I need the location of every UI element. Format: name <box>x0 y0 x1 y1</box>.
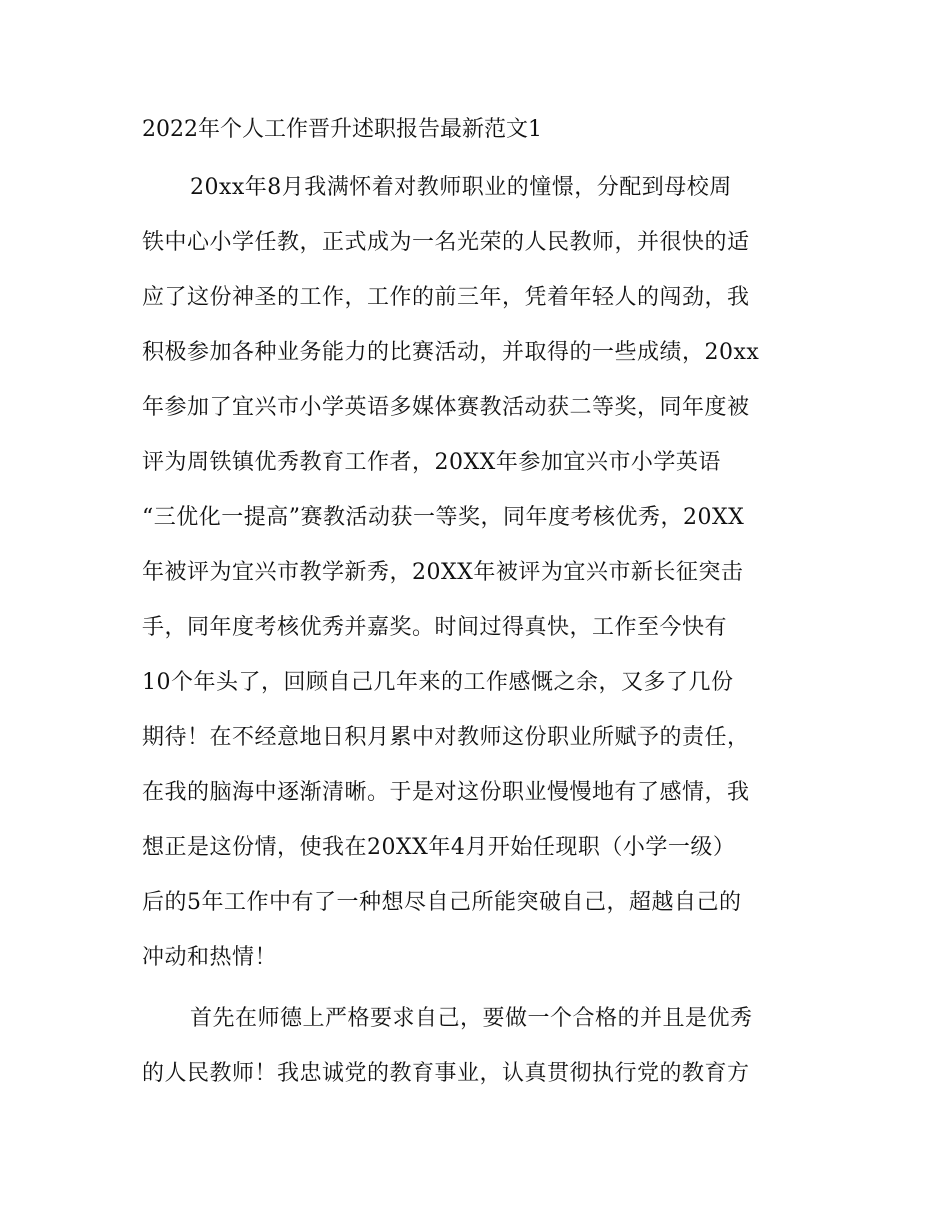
paragraph-2-line-2: 的人民教师！我忠诚党的教育事业，认真贯彻执行党的教育方 <box>142 1061 750 1086</box>
paragraph-1-line-1: 20xx年8月我满怀着对教师职业的憧憬，分配到母校周 <box>190 175 732 200</box>
paragraph-1-line-2: 铁中心小学任教，正式成为一名光荣的人民教师，并很快的适 <box>142 230 750 255</box>
paragraph-1-line-7: “三优化一提高”赛教活动获一等奖，同年度考核优秀，20XX <box>142 505 745 530</box>
paragraph-1-line-12: 在我的脑海中逐渐清晰。于是对这份职业慢慢地有了感情，我 <box>142 780 750 805</box>
paragraph-1-line-11: 期待！在不经意地日积月累中对教师这份职业所赋予的责任， <box>142 725 750 750</box>
paragraph-1-line-14: 后的5年工作中有了一种想尽自己所能突破自己，超越自己的 <box>142 890 742 915</box>
paragraph-1-line-6: 评为周铁镇优秀教育工作者，20XX年参加宜兴市小学英语 <box>142 450 721 475</box>
paragraph-1-line-10: 10个年头了，回顾自己几年来的工作感慨之余，又多了几份 <box>142 670 734 695</box>
paragraph-1-line-3: 应了这份神圣的工作，工作的前三年，凭着年轻人的闯劲，我 <box>142 285 750 310</box>
paragraph-1-line-13: 想正是这份情，使我在20XX年4月开始任现职（小学一级） <box>142 835 736 860</box>
paragraph-2-line-1: 首先在师德上严格要求自己，要做一个合格的并且是优秀 <box>190 1006 753 1031</box>
paragraph-1-line-9: 手，同年度考核优秀并嘉奖。时间过得真快，工作至今快有 <box>142 615 728 640</box>
paragraph-1-line-8: 年被评为宜兴市教学新秀，20XX年被评为宜兴市新长征突击 <box>142 560 744 585</box>
paragraph-1-line-15: 冲动和热情！ <box>142 945 278 970</box>
document-title: 2022年个人工作晋升述职报告最新范文1 <box>142 117 542 142</box>
paragraph-1-line-4: 积极参加各种业务能力的比赛活动，并取得的一些成绩，20xx <box>142 340 760 365</box>
paragraph-1-line-5: 年参加了宜兴市小学英语多媒体赛教活动获二等奖，同年度被 <box>142 395 750 420</box>
